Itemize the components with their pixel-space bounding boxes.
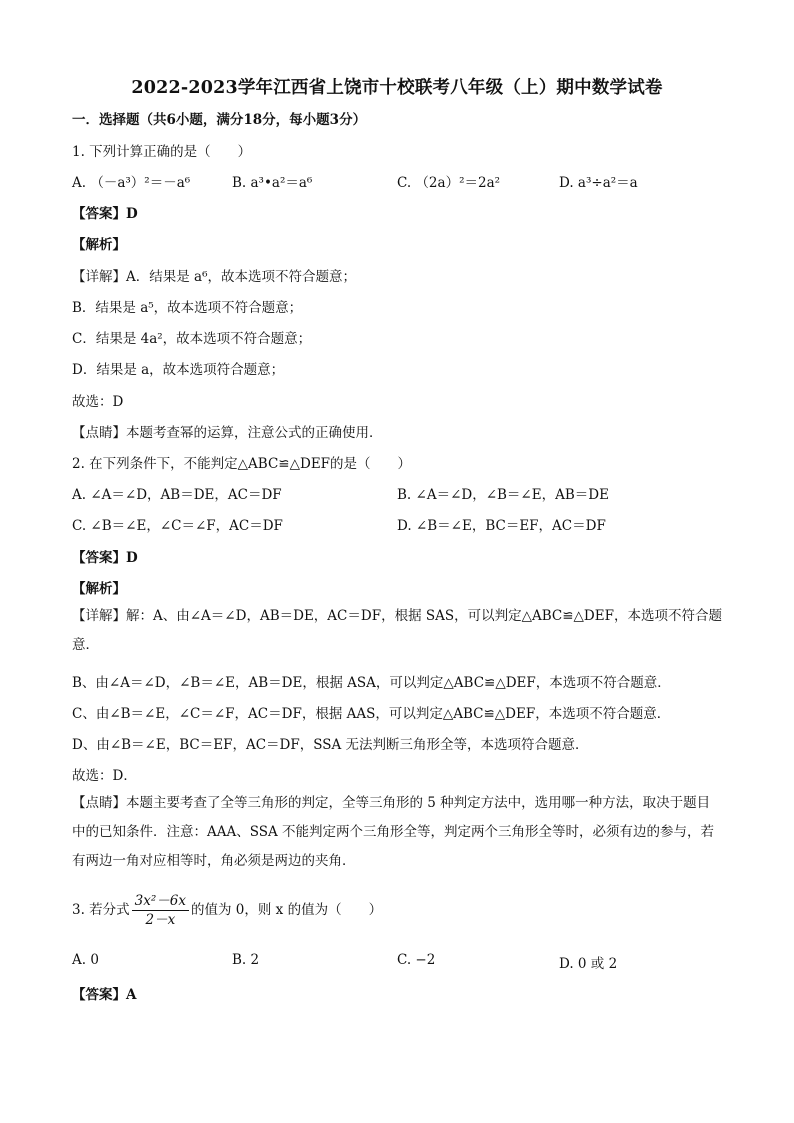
q1-option-c: C. （2a）²＝2a² bbox=[397, 175, 501, 191]
q3-fraction bbox=[132, 893, 189, 928]
section-heading: 一．选择题（共6小题，满分18分，每小题3分） bbox=[72, 112, 367, 128]
question-1-stem: 1. 下列计算正确的是（ ） bbox=[72, 144, 252, 160]
q1-detail-3: C．结果是 4a²，故本选项不符合题意； bbox=[72, 331, 312, 347]
q1-answer: 【答案】D bbox=[72, 206, 138, 222]
q3-denominator: 2－x bbox=[145, 912, 176, 928]
q3-option-c: C. −2 bbox=[397, 952, 436, 968]
q3-stem-suffix: 的值为 0，则 x 的值为（ ） bbox=[191, 902, 383, 918]
q2-option-a: A. ∠A＝∠D，AB＝DE，AC＝DF bbox=[72, 487, 282, 503]
q3-answer: 【答案】A bbox=[72, 987, 137, 1003]
page-title: 2022-2023学年江西省上饶市十校联考八年级（上）期中数学试卷 bbox=[131, 78, 663, 98]
q1-choose: 故选：D bbox=[72, 394, 124, 410]
q2-option-d: D. ∠B＝∠E，BC＝EF，AC＝DF bbox=[397, 518, 606, 534]
q1-option-d: D. a³÷a²＝a bbox=[559, 175, 638, 191]
q1-detail-1: 【详解】A．结果是 a⁶，故本选项不符合题意； bbox=[72, 269, 357, 285]
question-2-options-row-1 bbox=[72, 483, 732, 503]
q2-option-b: B. ∠A＝∠D，∠B＝∠E，AB＝DE bbox=[397, 487, 609, 503]
q3-option-b: B. 2 bbox=[232, 952, 260, 968]
q2-detail-1: 【详解】解：A、由∠A＝∠D，AB＝DE，AC＝DF，根据 SAS，可以判定△ABC≌△DEF，本选项不符合题意． bbox=[72, 608, 722, 653]
q1-detail-2: B．结果是 a⁵，故本选项不符合题意； bbox=[72, 300, 303, 316]
question-2-stem: 2. 在下列条件下，不能判定△ABC≌△DEF的是（ ） bbox=[72, 456, 412, 472]
question-1-options bbox=[72, 171, 732, 191]
q3-numerator: 3x²－6x bbox=[132, 893, 189, 911]
question-2-options-row-2 bbox=[72, 514, 732, 534]
q2-detail-2: B、由∠A＝∠D，∠B＝∠E，AB＝DE，根据 ASA，可以判定△ABC≌△DEF，本选项不符合题意． bbox=[72, 675, 671, 691]
q2-option-c: C. ∠B＝∠E，∠C＝∠F，AC＝DF bbox=[72, 518, 283, 534]
q2-answer: 【答案】D bbox=[72, 550, 138, 566]
q1-analysis-label: 【解析】 bbox=[72, 237, 126, 253]
q2-detail-4: D、由∠B＝∠E，BC＝EF，AC＝DF，SSA 无法判断三角形全等，本选项符合题意． bbox=[72, 737, 589, 753]
q1-option-a: A. （－a³）²＝－a⁶ bbox=[72, 175, 191, 191]
q2-analysis-label: 【解析】 bbox=[72, 581, 126, 597]
question-3-stem bbox=[72, 893, 382, 928]
q2-detail-3: C、由∠B＝∠E，∠C＝∠F，AC＝DF，根据 AAS，可以判定△ABC≌△DEF，本选项不符合题意． bbox=[72, 706, 671, 722]
q2-comment: 【点睛】本题主要考查了全等三角形的判定，全等三角形的 5 种判定方法中，选用哪一种方法，取决于题目中的已知条件．注意：AAA、SSA 不能判定两个三角形全等，判定两个三角形全等时，必须有边的参与，若有两边一角对应相等时，角必须是两边的夹角． bbox=[72, 795, 715, 869]
q1-comment: 【点睛】本题考查幂的运算，注意公式的正确使用． bbox=[72, 425, 383, 441]
q2-choose: 故选：D． bbox=[72, 768, 137, 784]
q1-detail-4: D．结果是 a，故本选项符合题意； bbox=[72, 362, 285, 378]
q3-option-a: A. 0 bbox=[72, 952, 99, 968]
q3-stem-prefix: 3. 若分式 bbox=[72, 902, 130, 918]
q1-option-b: B. a³•a²＝a⁶ bbox=[232, 175, 313, 191]
q3-option-d: D. 0 或 2 bbox=[559, 956, 618, 972]
question-3-options bbox=[72, 952, 732, 972]
